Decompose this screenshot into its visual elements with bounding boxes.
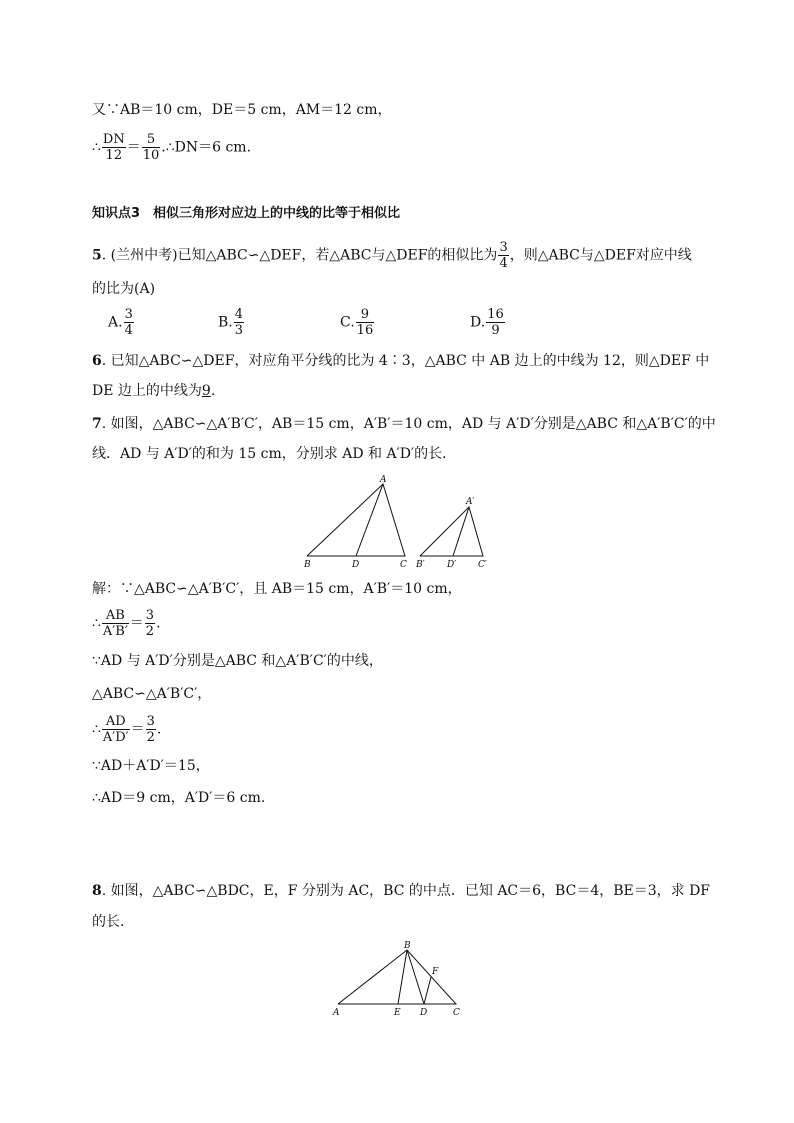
triangle-a2b2c2 [420, 507, 483, 556]
frac-num: 16 [487, 307, 504, 322]
frac-den: 12 [105, 148, 123, 163]
option-fraction [124, 307, 134, 338]
therefore-symbol: ∴ [92, 721, 101, 738]
fraction-3-2 [146, 714, 156, 745]
therefore-symbol: ∴ [92, 615, 101, 632]
sol7-line-6: ∵AD＋A′D′＝15， [92, 758, 210, 774]
therefore-symbol: ∴ [92, 139, 101, 156]
label-c: C [400, 560, 407, 570]
option-label: B. [218, 314, 233, 331]
label-a: A [380, 475, 387, 485]
q8-text: . 如图，△ABC∽△BDC，E，F 分别为 AC，BC 的中点．已知 AC＝6，BC＝4，BE＝3，求 DF [101, 883, 711, 899]
frac-num: 3 [124, 307, 133, 322]
frac-den: A′D′ [102, 730, 129, 745]
q7-text: . 如图，△ABC∽△A′B′C′，AB＝15 cm，A′B′＝10 cm，AD 与 A′D′分别是△ABC 和△A′B′C′的中 [101, 416, 716, 432]
q5-line-1 [92, 240, 692, 271]
frac-den: 4 [124, 323, 133, 338]
frac-den: 16 [356, 323, 374, 338]
option-label: A. [108, 314, 123, 331]
frac-den: 3 [234, 323, 244, 338]
frac-num: DN [102, 132, 125, 147]
fraction-ad-a2d2 [102, 714, 130, 745]
label-c: C [453, 1008, 460, 1018]
sol7-line-4: △ABC∽△A′B′C′， [92, 686, 212, 702]
label-b: B [404, 941, 411, 951]
q8-number: 8 [92, 883, 102, 899]
segment-be [398, 950, 407, 1004]
section-heading: 知识点3 相似三角形对应边上的中线的比等于相似比 [92, 206, 401, 221]
q5-text-a: . (兰州中考)已知△ABC∽△DEF，若△ABC与△DEF的相似比为 [101, 247, 498, 264]
frac-den: A′B′ [102, 624, 128, 639]
q6-line-1 [92, 351, 709, 371]
q6-period: . [210, 383, 216, 399]
frac-den: 2 [145, 624, 155, 639]
q5-option-d [470, 307, 506, 338]
period: . [156, 721, 162, 738]
segment-df [424, 977, 431, 1004]
sol7-line-2 [92, 608, 161, 639]
sol7-line-1: 解：∵△ABC∽△A′B′C′，且 AB＝15 cm，A′B′＝10 cm， [92, 581, 462, 597]
option-fraction [486, 307, 505, 338]
label-b-prime: B′ [416, 560, 425, 570]
label-d: D [420, 1008, 428, 1018]
q5-option-a [108, 307, 135, 338]
option-label: D. [470, 314, 486, 331]
q8-line-1 [92, 881, 710, 901]
q5-number: 5 [92, 247, 102, 264]
label-f: F [432, 967, 439, 977]
q5-text-b: ，则△ABC与△DEF对应中线 [509, 247, 692, 264]
fraction-3-2 [145, 608, 155, 639]
label-a-prime: A′ [466, 497, 475, 507]
q5-ratio-fraction [498, 240, 508, 271]
q5-option-c [340, 307, 375, 338]
frac-num: 3 [145, 608, 155, 623]
equals-sign: ＝ [130, 721, 145, 738]
prev-conclusion: .∴DN＝6 cm. [161, 139, 252, 156]
q6-line-2 [92, 381, 215, 401]
q5-option-b [218, 307, 245, 338]
triangle-abc [307, 484, 405, 556]
median-ad [356, 484, 383, 556]
label-a: A [333, 1008, 340, 1018]
triangle-abc [338, 950, 456, 1004]
q6-text: . 已知△ABC∽△DEF，对应角平分线的比为 4∶3，△ABC 中 AB 边上的中线为 12，则△DEF 中 [101, 353, 710, 369]
label-c-prime: C′ [478, 560, 487, 570]
frac-num: 3 [499, 240, 508, 255]
label-b: B [304, 560, 311, 570]
equals-sign: ＝ [126, 139, 141, 156]
prev-line-1: 又∵AB＝10 cm，DE＝5 cm，AM＝12 cm， [92, 102, 392, 118]
q6-number: 6 [92, 353, 102, 369]
q6-text-b: DE 边上的中线为 [92, 383, 202, 399]
q6-answer: 9 [201, 383, 211, 399]
frac-den: 9 [491, 323, 500, 338]
frac-den: 2 [146, 730, 155, 745]
sol7-line-7: ∴AD＝9 cm，A′D′＝6 cm. [92, 790, 266, 806]
frac-num: 3 [146, 714, 155, 729]
sol7-line-5 [92, 714, 161, 745]
frac-den: 10 [142, 148, 160, 163]
q7-line-1 [92, 414, 716, 434]
q8-figure [328, 935, 468, 1019]
q7-number: 7 [92, 416, 102, 432]
q7-figure [298, 470, 498, 572]
q7-line-2: 线．AD 与 A′D′的和为 15 cm，分别求 AD 和 A′D′的长． [92, 446, 457, 462]
frac-den: 4 [499, 256, 508, 271]
frac-num: AD [102, 714, 130, 730]
fraction-dn-12 [102, 132, 126, 163]
period: . [156, 615, 161, 632]
option-fraction [356, 307, 375, 338]
label-d: D [352, 560, 360, 570]
equals-sign: ＝ [129, 615, 144, 632]
frac-num: AB [102, 608, 129, 624]
segment-bd [407, 950, 424, 1004]
option-label: C. [340, 314, 355, 331]
frac-num: 9 [356, 307, 375, 323]
option-fraction [234, 307, 244, 338]
prev-line-2 [92, 132, 251, 163]
sol7-line-3: ∵AD 与 A′D′分别是△ABC 和△A′B′C′的中线， [92, 653, 383, 669]
fraction-ab-a2b2 [102, 608, 129, 639]
q5-line-2: 的比为(A) [92, 281, 156, 297]
q8-line-2: 的长． [92, 914, 134, 930]
frac-num: 4 [234, 307, 244, 322]
frac-num: 5 [142, 132, 161, 148]
fraction-5-10 [142, 132, 161, 163]
label-d-prime: D′ [447, 560, 457, 570]
label-e: E [394, 1008, 401, 1018]
